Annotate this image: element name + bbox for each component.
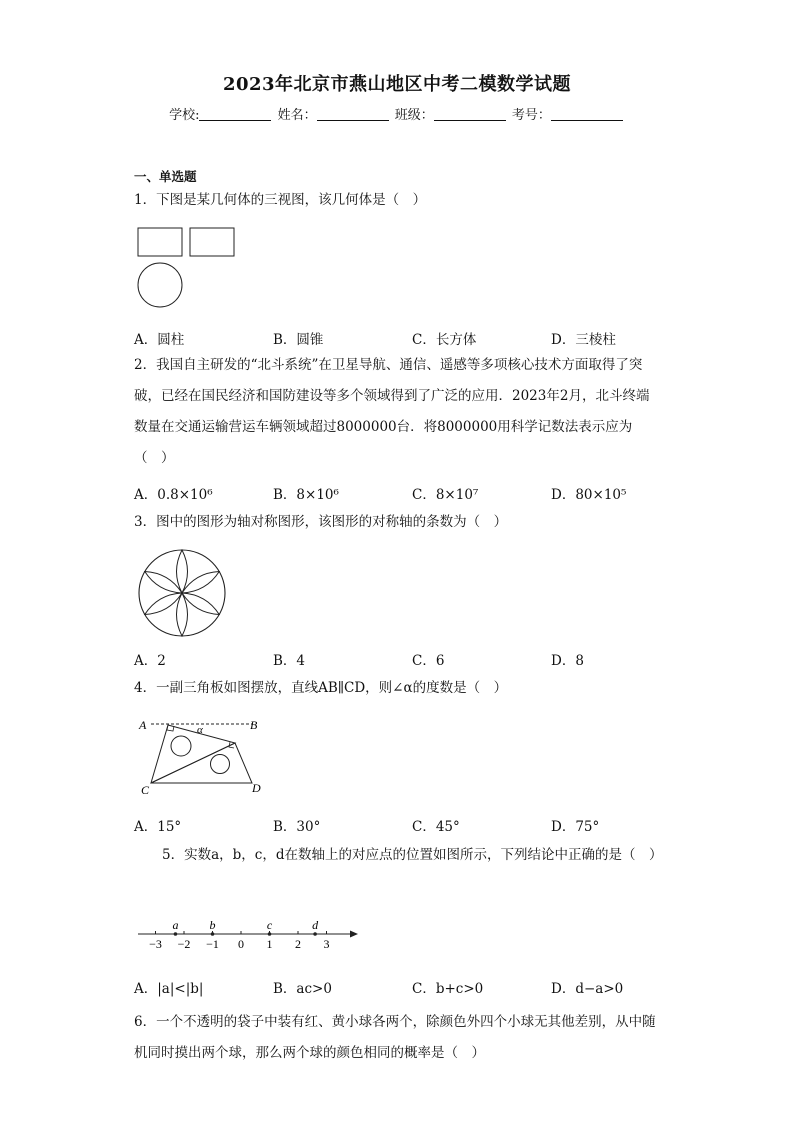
exam-number-blank[interactable]	[551, 107, 623, 121]
point-label-d: d	[312, 918, 319, 932]
label-C: C	[141, 783, 150, 797]
option-d[interactable]: D．8	[551, 653, 584, 669]
label-B: B	[250, 718, 258, 732]
option-c[interactable]: C．45°	[412, 819, 460, 835]
question-4-stem: 4．一副三角板如图摆放，直线AB∥CD，则∠α的度数是（ ）	[134, 680, 508, 696]
point-label-a: a	[172, 918, 179, 932]
number-line-arrow	[350, 931, 358, 938]
question-1-stem: 1．下图是某几何体的三视图，该几何体是（ ）	[134, 192, 427, 208]
option-a[interactable]: A．圆柱	[134, 332, 185, 348]
option-d[interactable]: D．三棱柱	[551, 332, 616, 348]
number-line-figure	[138, 913, 362, 953]
tick-label: 2	[295, 937, 301, 951]
point-a	[174, 932, 178, 936]
class-label: 班级：	[394, 108, 434, 123]
exam-number-label: 考号：	[511, 108, 551, 123]
option-a[interactable]: A．2	[134, 653, 166, 669]
point-d	[313, 932, 317, 936]
name-blank[interactable]	[317, 107, 389, 121]
option-a[interactable]: A．|a|<|b|	[134, 981, 204, 997]
class-blank[interactable]	[434, 107, 506, 121]
three-view-figure	[137, 226, 237, 310]
label-D: D	[252, 781, 261, 795]
option-c[interactable]: C．b+c>0	[412, 981, 484, 997]
option-a[interactable]: A．15°	[134, 819, 182, 835]
school-blank[interactable]	[199, 107, 271, 121]
option-c[interactable]: C．长方体	[412, 332, 477, 348]
triangle-boards-figure	[138, 716, 268, 796]
option-b[interactable]: B．ac>0	[273, 981, 332, 997]
option-b[interactable]: B．圆锥	[273, 332, 324, 348]
front-view-rect	[138, 228, 182, 256]
tick-label: 1	[266, 937, 273, 951]
option-a[interactable]: A．0.8×10⁶	[134, 487, 213, 503]
exam-title: 2023年北京市燕山地区中考二模数学试题	[222, 74, 572, 95]
point-c	[268, 932, 272, 936]
tick-label: −2	[177, 937, 191, 951]
option-b[interactable]: B．4	[273, 653, 306, 669]
label-alpha: α	[197, 724, 203, 736]
option-d[interactable]: D．80×10⁵	[551, 487, 627, 503]
side-view-rect	[190, 228, 234, 256]
option-c[interactable]: C．8×10⁷	[412, 487, 479, 503]
section-heading: 一、单选题	[134, 169, 197, 184]
tick-label: −3	[149, 937, 162, 951]
option-d[interactable]: D．75°	[551, 819, 600, 835]
flower-circle-figure	[138, 549, 226, 637]
option-b[interactable]: B．30°	[273, 819, 321, 835]
question-3-stem: 3．图中的图形为轴对称图形，该图形的对称轴的条数为（ ）	[134, 514, 508, 530]
top-view-circle	[138, 263, 182, 307]
point-label-c: c	[266, 918, 273, 932]
question-6-stem: 6．一个不透明的袋子中装有红、黄小球各两个，除颜色外四个小球无其他差别，从中随机同时摸出两个球，那么两个球的颜色相同的概率是（ ）	[134, 1014, 656, 1061]
student-info-line	[0, 104, 794, 123]
petal	[177, 593, 188, 636]
option-c[interactable]: C．6	[412, 653, 445, 669]
school-label: 学校:	[169, 108, 200, 123]
option-b[interactable]: B．8×10⁶	[273, 487, 339, 503]
tick-label: 0	[238, 937, 244, 951]
label-A: A	[139, 718, 147, 732]
petal	[177, 550, 188, 593]
question-2-stem: 2．我国自主研发的“北斗系统”在卫星导航、通信、遥感等多项核心技术方面取得了突破，已经在国民经济和国防建设等多个领域得到了广泛的应用．2023年2月，北斗终端数量在交通运输营运车辆领域超过8000000台．将8000000用科学记数法表示应为（ ）	[134, 357, 650, 466]
tick-label: −1	[206, 937, 219, 951]
point-b	[211, 932, 215, 936]
name-label: 姓名：	[277, 108, 317, 123]
question-5-stem: 5．实数a，b，c，d在数轴上的对应点的位置如图所示，下列结论中正确的是（ ）	[162, 847, 663, 863]
point-label-b: b	[209, 918, 216, 932]
tick-label: 3	[323, 937, 330, 951]
option-d[interactable]: D．d−a>0	[551, 981, 624, 997]
